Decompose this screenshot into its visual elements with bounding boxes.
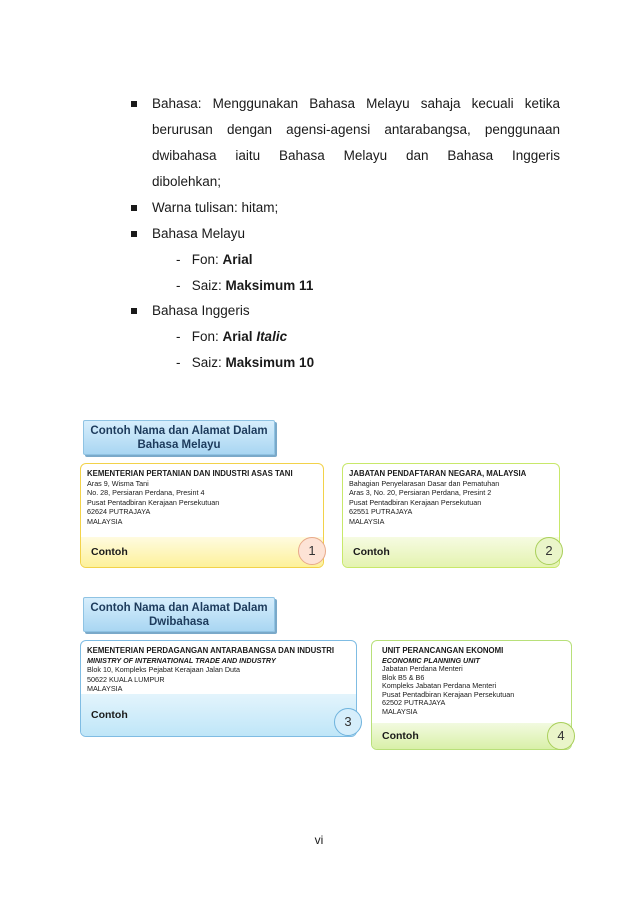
card-number-badge: 3 <box>334 708 362 736</box>
card-address <box>87 469 319 526</box>
warna-rule: Warna tulisan: hitam; <box>152 200 279 215</box>
address-line: MALAYSIA <box>349 516 385 526</box>
address-line: Aras 3, No. 20, Persiaran Perdana, Presint 2 <box>349 488 492 497</box>
address-line: 62551 PUTRAJAYA <box>349 507 413 516</box>
bahasa-rule <box>152 91 560 195</box>
fon-label: Fon: <box>191 329 223 344</box>
bahasa-line-3: dwibahasa iaitu Bahasa Melayu dan Bahasa Inggeris <box>152 148 560 163</box>
section2-header-line2: Dwibahasa <box>148 616 210 628</box>
card-footer <box>81 537 323 567</box>
example-card-2 <box>342 463 560 568</box>
address-line: ECONOMIC PLANNING UNIT <box>382 655 480 665</box>
bahasa-line-1: Bahasa: Menggunakan Bahasa Melayu sahaja kecuali ketika <box>152 96 560 111</box>
address-line: 50622 KUALA LUMPUR <box>87 674 165 684</box>
section2-header <box>83 597 275 632</box>
address-line: Blok 10, Kompleks Pejabat Kerajaan Jalan Duta <box>87 665 241 674</box>
saiz-label: Saiz: <box>191 278 226 293</box>
address-line: No. 28, Persiaran Perdana, Presint 4 <box>87 488 205 497</box>
card-footer <box>372 723 571 749</box>
card-footer-label: Contoh <box>91 709 128 721</box>
example-card-4 <box>371 640 572 750</box>
dash: - <box>176 355 181 370</box>
card-footer-label: Contoh <box>91 546 128 558</box>
fon-label: Fon: <box>191 252 223 267</box>
card-footer <box>343 537 559 567</box>
example-card-3 <box>80 640 357 737</box>
inggeris-saiz <box>176 350 314 376</box>
address-line: 62502 PUTRAJAYA <box>382 698 446 708</box>
address-line: MALAYSIA <box>87 516 123 526</box>
card-number-badge: 1 <box>298 537 326 565</box>
address-line: KEMENTERIAN PERDAGANGAN ANTARABANGSA DAN INDUSTRI <box>87 646 335 655</box>
address-line: Jabatan Perdana Menteri <box>382 664 463 673</box>
fon-value-italic: Italic <box>256 329 288 344</box>
bahasa-line-4: dibolehkan; <box>152 174 222 189</box>
saiz-value: Maksimum 10 <box>225 355 315 370</box>
address-line: MINISTRY OF INTERNATIONAL TRADE AND INDUSTRY <box>87 655 276 665</box>
saiz-value: Maksimum 11 <box>225 278 314 293</box>
page-number: vi <box>314 833 324 847</box>
address-line: KEMENTERIAN PERTANIAN DAN INDUSTRI ASAS TANI <box>87 469 293 478</box>
card-number-badge: 2 <box>535 537 563 565</box>
address-line: Aras 9, Wisma Tani <box>87 478 149 488</box>
address-line: Blok B5 & B6 <box>382 672 425 682</box>
bullet-marker <box>131 308 137 314</box>
card-address <box>349 469 555 526</box>
address-line: Pusat Pentadbiran Kerajaan Persekutuan <box>349 497 482 507</box>
address-line: Bahagian Penyelarasan Dasar dan Pematuhan <box>349 478 500 488</box>
fon-value: Arial <box>222 252 253 267</box>
card-number-badge: 4 <box>547 722 575 750</box>
fon-value: Arial <box>222 329 253 344</box>
inggeris-fon <box>176 324 287 350</box>
section2-header-line1: Contoh Nama dan Alamat Dalam <box>90 602 268 614</box>
section1-header <box>83 420 275 455</box>
inggeris-title: Bahasa Inggeris <box>152 303 250 318</box>
dash: - <box>176 252 181 267</box>
address-line: JABATAN PENDAFTARAN NEGARA, MALAYSIA <box>349 469 527 478</box>
address-line: MALAYSIA <box>382 706 418 716</box>
address-line: MALAYSIA <box>87 684 123 693</box>
bullet-marker <box>131 205 137 211</box>
address-line: UNIT PERANCANGAN EKONOMI <box>382 646 504 655</box>
section1-header-line2: Bahasa Melayu <box>137 439 221 451</box>
dash: - <box>176 329 181 344</box>
melayu-saiz <box>176 273 313 299</box>
address-line: Pusat Pentadbiran Kerajaan Persekutuan <box>87 497 220 507</box>
card-footer-label: Contoh <box>353 546 390 558</box>
dash: - <box>176 278 181 293</box>
card-address <box>382 646 567 717</box>
card-address <box>87 646 352 694</box>
bullet-marker <box>131 231 137 237</box>
bahasa-line-2: berurusan dengan agensi-agensi antarabangsa, penggunaan <box>152 122 560 137</box>
address-line: Kompleks Jabatan Perdana Menteri <box>382 681 497 691</box>
address-line: Pusat Pentadbiran Kerajaan Persekutuan <box>382 689 515 699</box>
section1-header-line1: Contoh Nama dan Alamat Dalam <box>90 425 268 437</box>
saiz-label: Saiz: <box>191 355 226 370</box>
card-footer-label: Contoh <box>382 730 419 742</box>
address-line: 62624 PUTRAJAYA <box>87 507 151 516</box>
card-footer <box>81 694 356 736</box>
example-card-1 <box>80 463 324 568</box>
bullet-marker <box>131 101 137 107</box>
melayu-fon <box>176 247 253 273</box>
melayu-title: Bahasa Melayu <box>152 226 246 241</box>
